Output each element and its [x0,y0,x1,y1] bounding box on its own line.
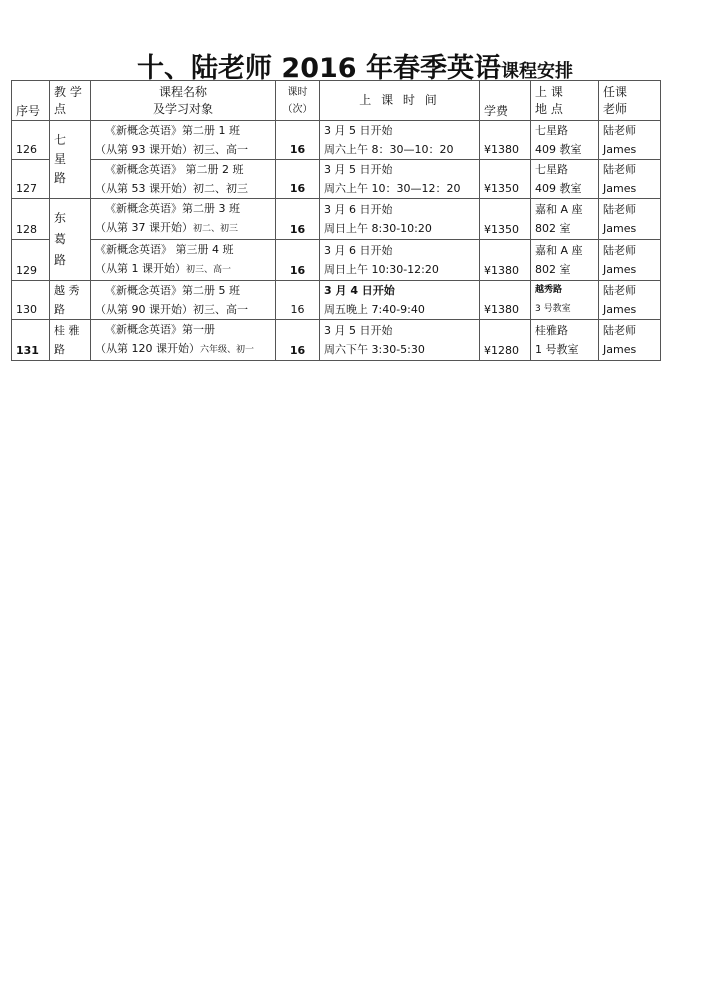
table-row [12,281,661,320]
cell-teacher: 陆老师 James [599,121,661,160]
cell-fee: ¥1380 [480,121,531,160]
cell-hours: 16 [276,121,320,160]
title-sub: 课程安排 [500,61,573,82]
cell-seq: 126 [12,121,50,160]
table-row [12,199,661,240]
cell-fee: ¥1380 [480,240,531,281]
table-row [12,240,661,281]
header-seq: 序号 [12,81,50,121]
cell-hours: 16 [276,199,320,240]
cell-time: 3 月 6 日开始 周日上午 8:30-10:20 [320,199,480,240]
table-row [12,160,661,199]
cell-course: 《新概念英语》第二册 5 班 （从第 90 课开始）初三、高一 [91,281,276,320]
cell-time: 3 月 5 日开始 周六上午 10：30—12：20 [320,160,480,199]
cell-hours: 16 [276,281,320,320]
cell-time: 3 月 4 日开始 周五晚上 7:40-9:40 [320,281,480,320]
cell-seq: 129 [12,240,50,281]
cell-fee: ¥1280 [480,320,531,361]
header-row [12,81,661,121]
cell-time: 3 月 6 日开始 周日上午 10:30-12:20 [320,240,480,281]
cell-location: 桂 雅 路 [50,320,91,361]
cell-room: 嘉和 A 座 802 室 [531,199,599,240]
cell-room: 越秀路 3 号教室 [531,281,599,320]
cell-location-qixing: 七 星 路 [50,121,91,199]
header-fee: 学费 [480,81,531,121]
cell-teacher: 陆老师 James [599,320,661,361]
header-course: 课程名称 及学习对象 [91,81,276,121]
header-teacher: 任课 老师 [599,81,661,121]
table-row [12,121,661,160]
cell-room: 七星路 409 教室 [531,121,599,160]
cell-hours: 16 [276,320,320,361]
cell-time: 3 月 5 日开始 周六上午 8：30—10：20 [320,121,480,160]
schedule-table [11,80,661,361]
cell-hours: 16 [276,240,320,281]
cell-teacher: 陆老师 James [599,199,661,240]
cell-seq: 130 [12,281,50,320]
cell-location-donge: 东 葛 路 [50,199,91,281]
title-main: 十、陆老师 2016 年春季英语 [137,53,501,84]
table-row [12,320,661,361]
cell-teacher: 陆老师 James [599,160,661,199]
cell-course: 《新概念英语》 第二册 2 班 （从第 53 课开始）初二、初三 [91,160,276,199]
cell-room: 嘉和 A 座 802 室 [531,240,599,281]
cell-hours: 16 [276,160,320,199]
cell-fee: ¥1350 [480,160,531,199]
cell-course: 《新概念英语》第二册 3 班 （从第 37 课开始）初二、初三 [91,199,276,240]
cell-course: 《新概念英语》第二册 1 班 （从第 93 课开始）初三、高一 [91,121,276,160]
header-hours: 课时 （次） [276,81,320,121]
cell-fee: ¥1380 [480,281,531,320]
cell-course: 《新概念英语》 第三册 4 班 （从第 1 课开始）初三、高一 [91,240,276,281]
cell-course: 《新概念英语》第一册 （从第 120 课开始）六年级、初一 [91,320,276,361]
cell-room: 桂雅路 1 号教室 [531,320,599,361]
header-room: 上 课 地 点 [531,81,599,121]
cell-room: 七星路 409 教室 [531,160,599,199]
cell-seq: 128 [12,199,50,240]
cell-seq: 127 [12,160,50,199]
cell-teacher: 陆老师 James [599,281,661,320]
cell-fee: ¥1350 [480,199,531,240]
cell-time: 3 月 5 日开始 周六下午 3:30-5:30 [320,320,480,361]
cell-seq: 131 [12,320,50,361]
cell-teacher: 陆老师 James [599,240,661,281]
cell-location: 越 秀 路 [50,281,91,320]
header-location: 教 学 点 [50,81,91,121]
header-time: 上 课 时 间 [320,81,480,121]
